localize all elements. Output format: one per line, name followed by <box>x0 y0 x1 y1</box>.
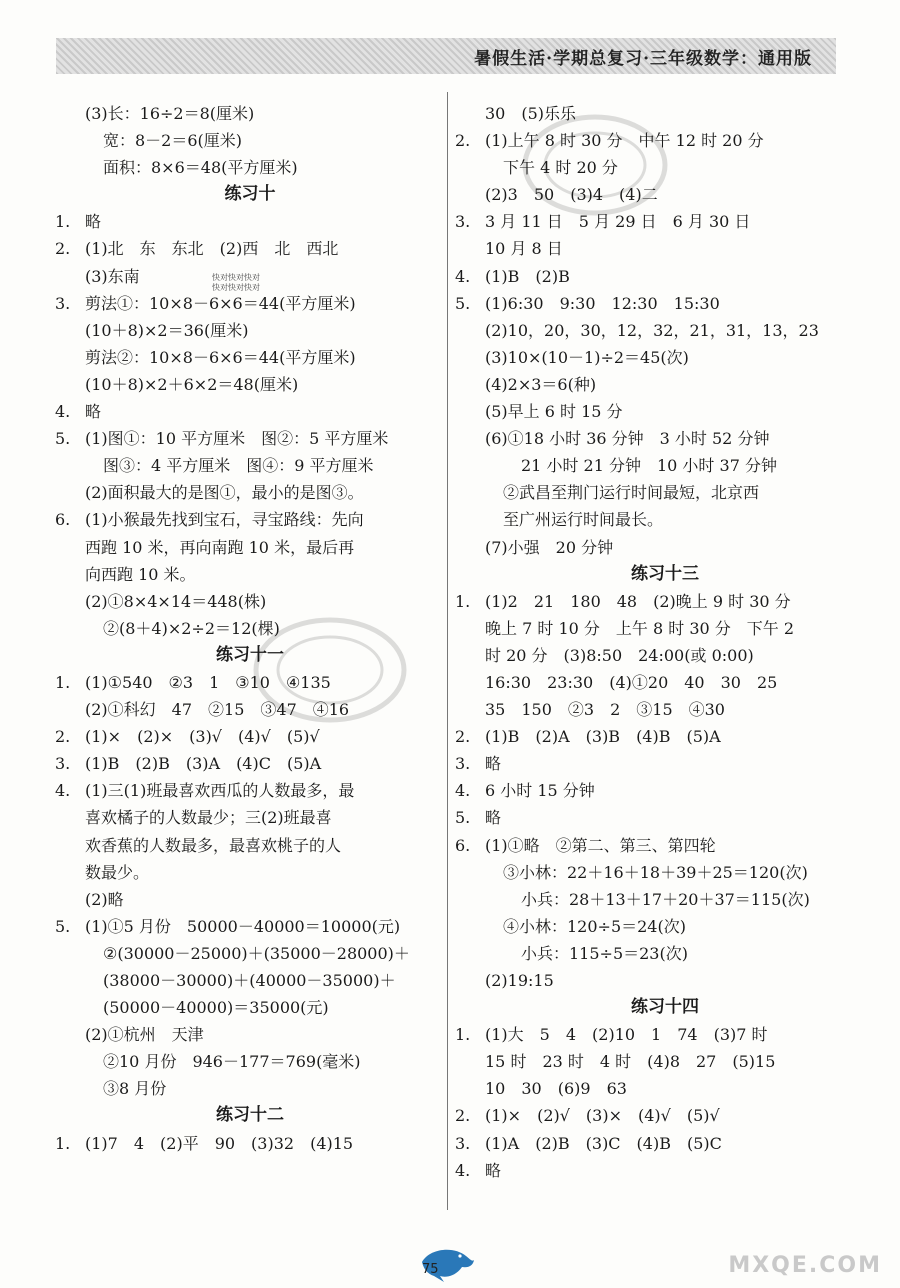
section-heading <box>55 1102 445 1129</box>
section-heading-text: 练习十二 <box>216 1105 284 1126</box>
answer-text: (1)三(1)班最喜欢西瓜的人数最多，最 <box>85 781 355 801</box>
answer-line <box>55 615 445 642</box>
answer-text: (2)①科幻 47 ②15 ③47 ④16 <box>85 700 350 720</box>
right-column <box>455 100 875 1184</box>
answer-line <box>455 723 875 750</box>
answer-line <box>55 208 445 235</box>
answer-text: (50000－40000)＝35000(元) <box>103 998 329 1018</box>
answer-text: 剪法②：10×8－6×6＝44(平方厘米) <box>85 347 356 367</box>
answer-line <box>55 1048 445 1075</box>
answer-text: (38000－30000)＋(40000－35000)＋ <box>103 971 396 990</box>
section-heading <box>55 181 445 208</box>
watermark-mark: 快对快对快对 快对快对快对 <box>212 273 260 292</box>
question-number: 3. <box>55 293 71 313</box>
section-heading <box>55 642 445 669</box>
answer-line <box>455 1102 875 1129</box>
answer-text: (1)小猴最先找到宝石，寻宝路线：先向 <box>85 510 364 530</box>
question-number: 5. <box>455 293 471 313</box>
answer-line <box>55 561 445 588</box>
answer-text: 图③：4 平方厘米 图④：9 平方厘米 <box>103 456 374 476</box>
answer-text: (2)①杭州 天津 <box>85 1025 204 1045</box>
answer-line <box>455 886 875 913</box>
question-number: 2. <box>55 239 71 259</box>
answer-line <box>455 642 875 669</box>
answer-line <box>55 994 445 1021</box>
answer-line <box>55 506 445 533</box>
answer-line <box>455 344 875 371</box>
answer-line <box>455 913 875 940</box>
section-heading <box>455 994 875 1021</box>
answer-text: (1)①略 ②第二、第三、第四轮 <box>485 835 716 855</box>
answer-text: (1)B (2)A (3)B (4)B (5)A <box>485 727 721 747</box>
answer-line <box>55 1021 445 1048</box>
answer-line <box>455 235 875 262</box>
answer-text: 35 150 ②3 2 ③15 ④30 <box>485 700 725 720</box>
answer-text: (2)10，20，30，12，32，21，31，13，23 <box>485 320 819 340</box>
answer-line <box>55 534 445 561</box>
answer-line <box>55 344 445 371</box>
answer-line <box>455 967 875 994</box>
answer-text: 15 时 23 时 4 时 (4)8 27 (5)15 <box>485 1052 776 1072</box>
section-heading-text: 练习十三 <box>631 563 699 584</box>
answer-text: 10 月 8 日 <box>485 239 563 259</box>
answer-text: 欢香蕉的人数最多，最喜欢桃子的人 <box>85 835 342 855</box>
answer-text: ②10 月份 946－177＝769(毫米) <box>103 1052 361 1072</box>
answer-text: (5)早上 6 时 15 分 <box>485 402 623 422</box>
section-heading-text: 练习十四 <box>631 997 699 1018</box>
answer-line <box>55 696 445 723</box>
answer-text: 面积：8×6＝48(平方厘米) <box>103 158 298 178</box>
question-number: 4. <box>455 781 471 801</box>
answer-line <box>55 804 445 831</box>
answer-line <box>455 181 875 208</box>
section-heading-text: 练习十 <box>224 184 276 205</box>
answer-text: (1)①5 月份 50000－40000＝10000(元) <box>85 916 401 936</box>
answer-text: (7)小强 20 分钟 <box>485 537 614 557</box>
answer-line <box>55 425 445 452</box>
answer-line <box>455 669 875 696</box>
answer-line <box>455 1021 875 1048</box>
question-number: 5. <box>55 916 71 936</box>
answer-text: 向西跑 10 米。 <box>85 564 196 584</box>
answer-line <box>455 534 875 561</box>
answer-text: (1)2 21 180 48 (2)晚上 9 时 30 分 <box>485 591 791 611</box>
question-number: 1. <box>455 591 471 611</box>
column-divider <box>447 92 448 1210</box>
answer-text: (10＋8)×2＝36(厘米) <box>85 320 249 340</box>
answer-text: (2)面积最大的是图①，最小的是图③。 <box>85 483 364 503</box>
answer-text: (2)略 <box>85 889 124 909</box>
section-heading <box>455 561 875 588</box>
answer-line <box>455 696 875 723</box>
answer-line <box>455 832 875 859</box>
answer-line <box>55 777 445 804</box>
answer-text: (2)3 50 (3)4 (4)二 <box>485 185 658 205</box>
answer-line <box>455 1157 875 1184</box>
answer-text: (1)B (2)B <box>485 266 570 286</box>
answer-line <box>455 588 875 615</box>
answer-text: 小兵：115÷5＝23(次) <box>521 943 688 963</box>
answer-text: (3)东南 <box>85 266 140 286</box>
question-number: 4. <box>55 781 71 801</box>
answer-text: (1)× (2)× (3)√ (4)√ (5)√ <box>85 727 320 747</box>
answer-text: 16:30 23:30 (4)①20 40 30 25 <box>485 672 778 692</box>
answer-text: 时 20 分 (3)8:50 24:00(或 0:00) <box>485 645 754 665</box>
answer-text: 略 <box>85 402 102 422</box>
question-number: 1. <box>55 212 71 232</box>
answer-line <box>455 479 875 506</box>
answer-text: (1)北 东 东北 (2)西 北 西北 <box>85 239 339 259</box>
answer-text: (4)2×3＝6(种) <box>485 374 597 394</box>
question-number: 6. <box>55 510 71 530</box>
answer-line <box>55 290 445 317</box>
answer-text: (2)19:15 <box>485 971 554 990</box>
answer-text: 晚上 7 时 10 分 上午 8 时 30 分 下午 2 <box>485 618 795 638</box>
answer-line <box>55 263 445 290</box>
answer-line <box>55 967 445 994</box>
answer-text: (3)10×(10－1)÷2＝45(次) <box>485 347 689 367</box>
answer-line <box>55 452 445 479</box>
answer-line <box>455 1048 875 1075</box>
answer-text: 10 30 (6)9 63 <box>485 1079 627 1099</box>
answer-line <box>55 750 445 777</box>
answer-line <box>55 235 445 262</box>
answer-line <box>455 506 875 533</box>
answer-text: ②(30000－25000)＋(35000－28000)＋ <box>103 943 410 963</box>
answer-text: ③8 月份 <box>103 1079 167 1099</box>
answer-line <box>455 100 875 127</box>
question-number: 4. <box>55 402 71 422</box>
answer-line <box>455 804 875 831</box>
answer-text: 略 <box>485 754 502 774</box>
answer-line <box>55 859 445 886</box>
answer-line <box>455 777 875 804</box>
answer-text: 喜欢橘子的人数最少；三(2)班最喜 <box>85 808 332 828</box>
question-number: 4. <box>455 1160 471 1180</box>
answer-line <box>55 886 445 913</box>
question-number: 3. <box>455 212 471 232</box>
answer-line <box>455 425 875 452</box>
question-number: 2. <box>455 131 471 151</box>
watermark-site: MXQE.COM <box>728 1253 882 1278</box>
answer-line <box>455 263 875 290</box>
question-number: 3. <box>455 754 471 774</box>
answer-text: (3)长：16÷2＝8(厘米) <box>85 104 255 123</box>
answer-line <box>455 615 875 642</box>
answer-line <box>455 208 875 235</box>
answer-line <box>455 1130 875 1157</box>
answer-line <box>55 100 445 127</box>
answer-text: (1)7 4 (2)平 90 (3)32 (4)15 <box>85 1133 354 1153</box>
answer-line <box>455 317 875 344</box>
section-heading-text: 练习十一 <box>216 644 284 665</box>
answer-line <box>55 317 445 344</box>
page-number: 75 <box>422 1262 439 1277</box>
footer <box>0 1240 900 1288</box>
answer-text: 30 (5)乐乐 <box>485 104 577 123</box>
answer-text: 宽：8－2＝6(厘米) <box>103 131 243 151</box>
question-number: 2. <box>55 727 71 747</box>
answer-text: 略 <box>485 1160 502 1180</box>
answer-line <box>455 452 875 479</box>
answer-line <box>55 940 445 967</box>
answer-line <box>55 723 445 750</box>
answer-text: 数最少。 <box>85 862 150 882</box>
answer-line <box>55 588 445 615</box>
answer-line <box>55 154 445 181</box>
answer-text: (1)①540 ②3 1 ③10 ④135 <box>85 672 331 692</box>
answer-line <box>455 127 875 154</box>
answer-line <box>55 479 445 506</box>
answer-text: (1)上午 8 时 30 分 中午 12 时 20 分 <box>485 131 764 151</box>
answer-line <box>55 913 445 940</box>
question-number: 6. <box>455 835 471 855</box>
left-column <box>55 100 445 1157</box>
answer-line <box>55 127 445 154</box>
question-number: 4. <box>455 266 471 286</box>
question-number: 1. <box>55 672 71 692</box>
answer-line <box>455 290 875 317</box>
answer-text: ②(8＋4)×2÷2＝12(棵) <box>103 618 280 638</box>
answer-text: 略 <box>85 212 102 232</box>
answer-text: 至广州运行时间最长。 <box>503 510 664 530</box>
answer-line <box>55 398 445 425</box>
answer-text: 西跑 10 米，再向南跑 10 米，最后再 <box>85 537 355 557</box>
answer-text: (1)图①：10 平方厘米 图②：5 平方厘米 <box>85 429 389 449</box>
answer-text: 21 小时 21 分钟 10 小时 37 分钟 <box>521 456 777 476</box>
answer-text: (6)①18 小时 36 分钟 3 小时 52 分钟 <box>485 429 770 449</box>
answer-line <box>455 859 875 886</box>
question-number: 5. <box>55 429 71 449</box>
answer-line <box>455 750 875 777</box>
answer-text: 小兵：28＋13＋17＋20＋37＝115(次) <box>521 889 810 909</box>
answer-text: ④小林：120÷5＝24(次) <box>503 916 686 936</box>
answer-line <box>455 940 875 967</box>
question-number: 3. <box>455 1133 471 1153</box>
answer-line <box>455 154 875 181</box>
answer-text: (1)A (2)B (3)C (4)B (5)C <box>485 1133 722 1153</box>
answer-line <box>55 371 445 398</box>
answer-text: (1)大 5 4 (2)10 1 74 (3)7 时 <box>485 1025 768 1045</box>
question-number: 2. <box>455 1106 471 1126</box>
question-number: 5. <box>455 808 471 828</box>
answer-text: ②武昌至荆门运行时间最短，北京西 <box>503 483 760 503</box>
answer-text: 下午 4 时 20 分 <box>503 158 618 178</box>
answer-text: (1)6:30 9:30 12:30 15:30 <box>485 293 720 313</box>
answer-text: ③小林：22＋16＋18＋39＋25＝120(次) <box>503 862 808 882</box>
answer-line <box>55 669 445 696</box>
answer-text: 剪法①：10×8－6×6＝44(平方厘米) <box>85 293 356 313</box>
answer-text: 6 小时 15 分钟 <box>485 781 595 801</box>
answer-line <box>455 1075 875 1102</box>
answer-line <box>55 1130 445 1157</box>
question-number: 1. <box>455 1025 471 1045</box>
question-number: 2. <box>455 727 471 747</box>
question-number: 1. <box>55 1133 71 1153</box>
answer-text: (10＋8)×2＋6×2＝48(厘米) <box>85 374 299 394</box>
answer-text: (1)× (2)√ (3)× (4)√ (5)√ <box>485 1106 720 1126</box>
header-title: 暑假生活·学期总复习·三年级数学：通用版 <box>474 49 812 69</box>
answer-text: (2)①8×4×14＝448(株) <box>85 591 267 611</box>
answer-line <box>55 1075 445 1102</box>
question-number: 3. <box>55 754 71 774</box>
answer-text: 3 月 11 日 5 月 29 日 6 月 30 日 <box>485 212 751 232</box>
answer-text: 略 <box>485 808 502 828</box>
answer-text: (1)B (2)B (3)A (4)C (5)A <box>85 754 322 774</box>
answer-line <box>55 832 445 859</box>
answer-line <box>455 371 875 398</box>
answer-line <box>455 398 875 425</box>
